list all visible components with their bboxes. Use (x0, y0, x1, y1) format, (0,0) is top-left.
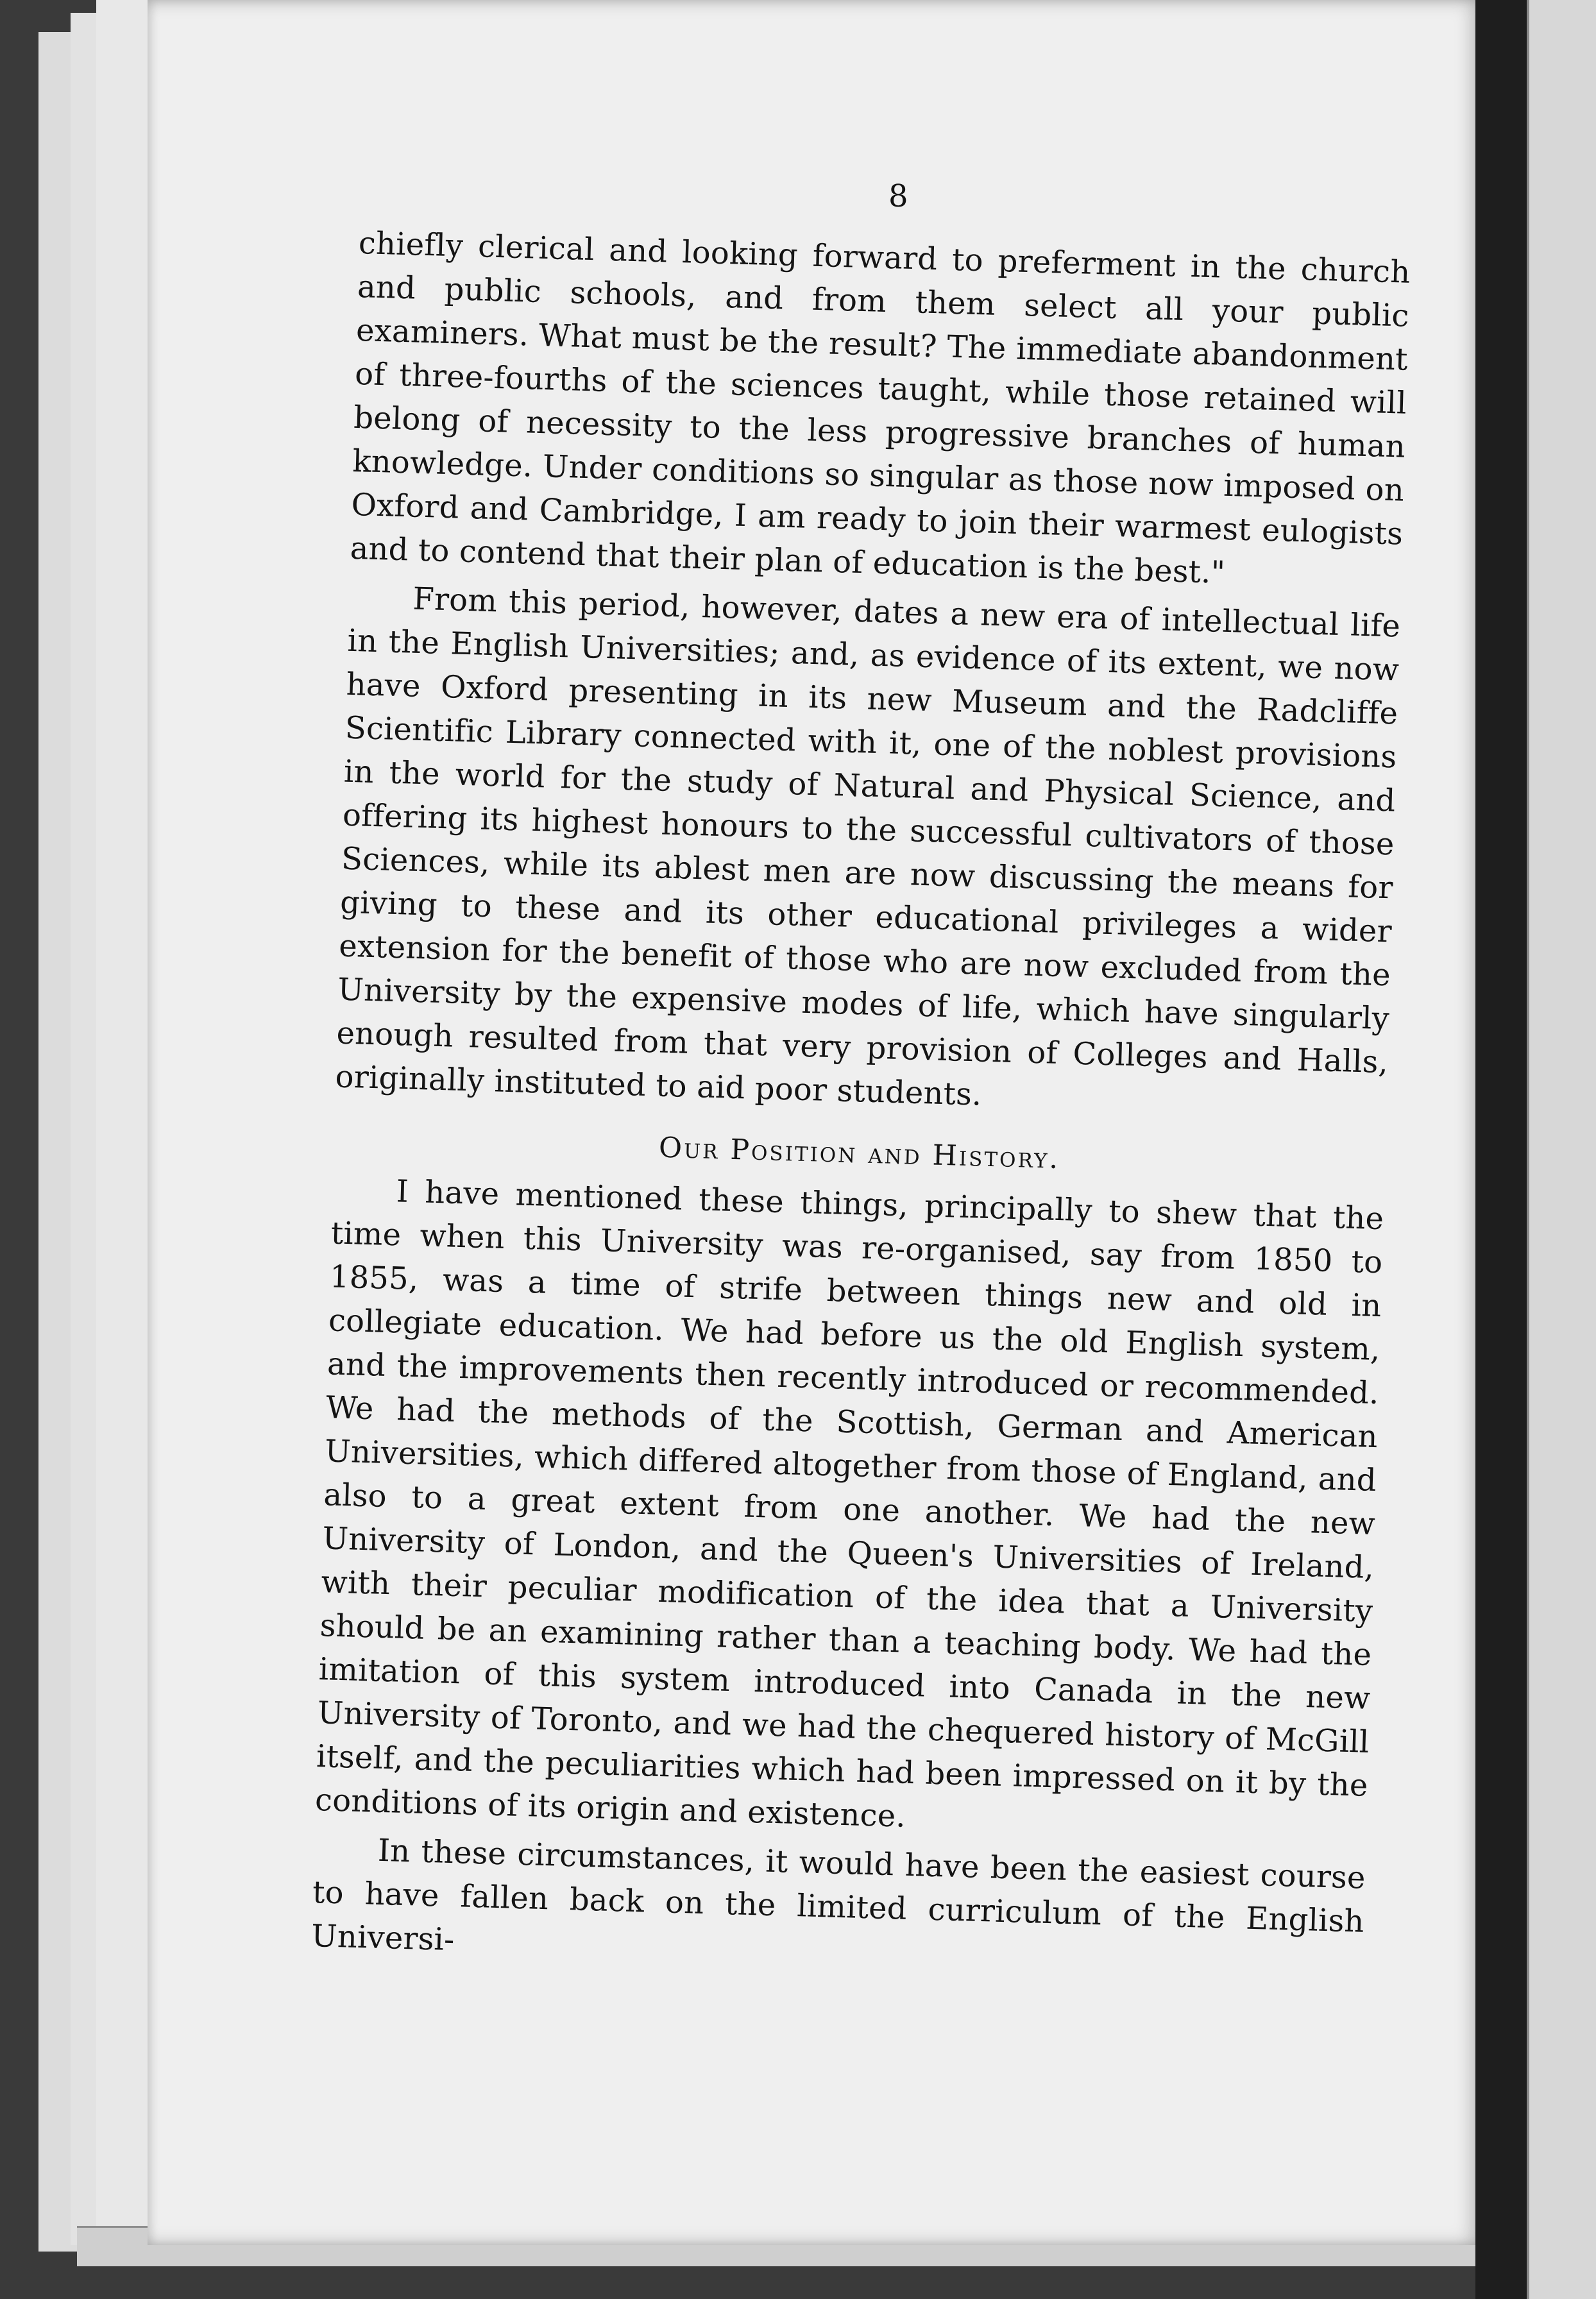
facing-page-edge (1527, 0, 1596, 2299)
page-number: 8 (888, 178, 908, 214)
page-body (310, 221, 1411, 1987)
paragraph: I have mentioned these things, principally to shew that the time when this University was re-organised, say from 1850 to 1855, was a time of strife between things new and old in collegiate education. We had before us the old English system, and the improvements then recently introduced or recommended. We had the methods of the Scottish, German and American Universities, which differed altogether from those of England, and also to a great extent from one another. We had the new University of London, and the Queen's Universities of Ireland, with their peculiar modification of the idea that a University should be an examining rather than a teaching body. We had the imitation of this system introduced into Canada in the new University of Toronto, and we had the chequered history of McGill itself, and the peculiarities which had been impressed on it by the conditions of its origin and existence. (314, 1173, 1384, 1835)
section-heading: Our Position and History. (658, 1131, 1061, 1176)
paragraph: In these circumstances, it would have been the easiest course to have fallen back on the limited curriculum of the English Universi- (310, 1832, 1366, 1958)
paragraph: From this period, however, dates a new era of intellectual life in the English Universities; and, as evidence of its extent, we now have Oxford presenting in its new Museum and the Radcliffe Scientific Library connected with it, one of the noblest provisions in the world for the study of Natural and Physical Science, and offering its highest honours to the successful cultivators of those Sciences, while its ablest men are now discussing the means for giving to these and its other educational privileges a wider extension for the benefit of those who are now excluded from the University by the expensive modes of life, which have singularly enough resulted from that very provision of Colleges and Halls, originally instituted to aid poor students. (334, 581, 1401, 1113)
binding-gutter (1475, 0, 1527, 2299)
paragraph: chiefly clerical and looking forward to preferment in the church and public schools, and from them select all your public examiners. What must be the result? The immediate abandonment of three-fourths of the sciences taught, while those retained will belong of necessity to the less progressive branches of human knowledge. Under conditions so singular as those now imposed on Oxford and Cambridge, I am ready to join their warmest eulogists and to contend that their plan of education is the best." (349, 225, 1411, 591)
